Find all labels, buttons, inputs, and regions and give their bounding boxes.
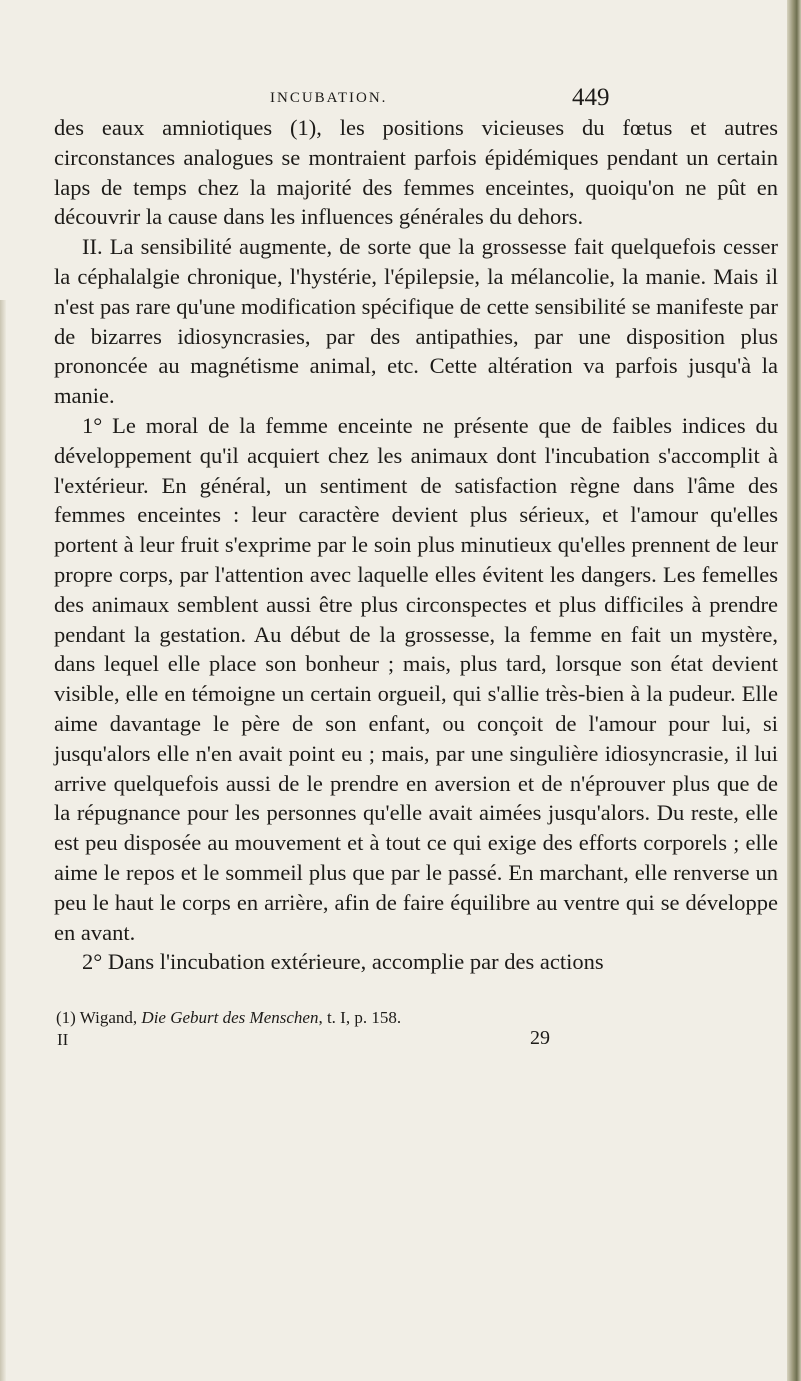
running-header bbox=[270, 84, 650, 114]
footnote-work-title: Die Geburt des Menschen bbox=[141, 1008, 319, 1027]
footnote-reference: , t. I, p. 158. bbox=[318, 1008, 402, 1027]
running-title: INCUBATION. bbox=[270, 90, 388, 106]
page-shadow-left bbox=[0, 300, 6, 1381]
footnote-marker: (1) bbox=[56, 1008, 76, 1027]
signature-line bbox=[57, 1027, 657, 1056]
page-edge-binding bbox=[787, 0, 801, 1381]
paragraph-continuation: des eaux amniotiques (1), les positions vicieuses du fœtus et autres circonstances analogues se montraient parfois épidémiques pendant un certain laps de temps chez la majorité des femmes enceintes, quoiqu'on ne pût en découvrir la cause dans les influences générales du dehors. bbox=[54, 115, 778, 230]
paragraph-moral: 1° Le moral de la femme enceinte ne présente que de faibles indices du développement qu'il acquiert chez les animaux dont l'incubation s'accomplit à l'extérieur. En général, un sentiment de satisfaction règne dans l'âme des femmes enceintes : leur caractère devient plus sérieux, et l'amour qu'elles portent à leur fruit s'exprime par le soin plus minutieux qu'elles prennent de leur propre corps, par l'attention avec laquelle elles évitent les dangers. Les femelles des animaux semblent aussi être plus circonspectes et plus difficiles à prendre pendant la gestation. Au début de la grossesse, la femme en fait un mystère, dans lequel elle place son bonheur ; mais, plus tard, lorsque son état devient visible, elle en témoigne un certain orgueil, qui s'allie très-bien à la pudeur. Elle aime davantage le père de son enfant, ou conçoit de l'amour pour lui, si jusqu'alors elle n'en avait point eu ; mais, par une singulière idiosyncrasie, il lui arrive quelquefois aussi de le prendre en aversion et de n'éprouver plus que de la répugnance pour les personnes qu'elle avait aimées jusqu'alors. Du reste, elle est peu disposée au mouvement et à tout ce qui exige des efforts corporels ; elle aime le repos et le sommeil plus que par le passé. En marchant, elle renverse un peu le haut le corps en arrière, afin de faire équilibre au ventre qui se développe en avant. bbox=[54, 412, 778, 945]
footnote bbox=[56, 1007, 756, 1029]
paragraph-sensibilite: II. La sensibilité augmente, de sorte que la grossesse fait quelquefois cesser la céphalalgie chronique, l'hystérie, l'épilepsie, la mélancolie, la manie. Mais il n'est pas rare qu'une modification spécifique de cette sensibilité se manifeste par de bizarres idiosyncrasies, par des antipathies, par une disposition plus prononcée au magnétisme animal, etc. Cette altération va parfois jusqu'à la manie. bbox=[54, 234, 778, 409]
body-text bbox=[54, 113, 778, 977]
footnote-author: Wigand, bbox=[79, 1008, 138, 1027]
gathering-signature: 29 bbox=[530, 1027, 550, 1049]
page-number: 449 bbox=[572, 84, 610, 111]
paragraph-incubation-exterieure: 2° Dans l'incubation extérieure, accomplie par des actions bbox=[82, 949, 604, 975]
volume-signature: II bbox=[57, 1030, 69, 1049]
